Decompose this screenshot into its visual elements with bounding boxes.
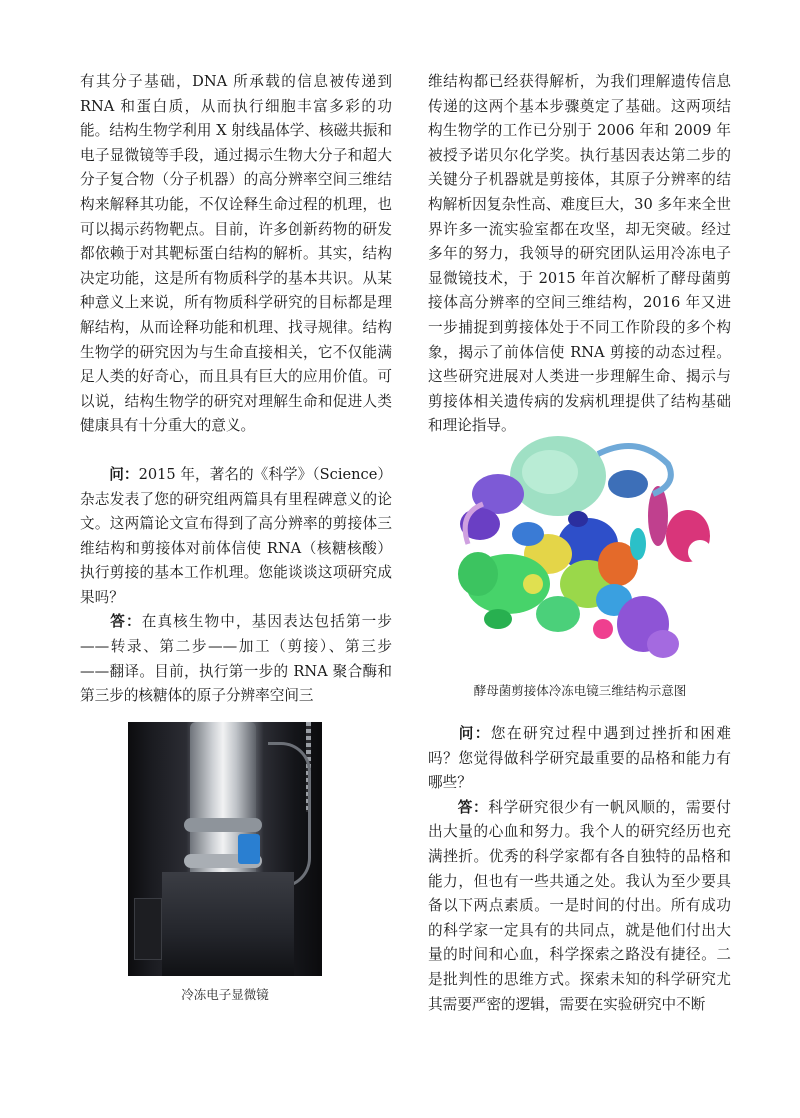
question-2 (428, 722, 731, 796)
answer-1-text: 在真核生物中，基因表达包括第一步——转录、第二步——加工（剪接）、第三步——翻译。目前，执行第一步的 RNA 聚合酶和第三步的核糖体的原子分辨率空间三 (80, 613, 392, 705)
left-column (80, 70, 392, 709)
question-2-label: 问： (457, 725, 491, 742)
cryo-electron-microscope-photo (128, 722, 322, 976)
answer-1 (80, 610, 392, 708)
answer-2-label: 答： (457, 798, 489, 816)
right-column-lower (428, 722, 731, 1017)
right-column (428, 70, 731, 439)
answer-2-text: 科学研究很少有一帆风顺的，需要付出大量的心血和努力。我个人的研究经历也充满挫折。优秀的科学家都有各自独特的品格和能力，但也有一些共通之处。我认为至少要具备以下两点素质。一是时间的付出。所有成功的科学家一定具有的共同点，就是他们付出大量的时间和心血，科学探索之路没有捷径。二是批判性的思维方式。探索未知的科学研究尤其需要严密的逻辑，需要在实验研究中不断 (428, 798, 731, 1013)
microscope-caption: 冷冻电子显微镜 (181, 987, 269, 1002)
left-paragraph-1: 有其分子基础，DNA 所承载的信息被传递到 RNA 和蛋白质，从而执行细胞丰富多彩的功能。结构生物学利用 X 射线晶体学、核磁共振和电子显微镜等手段，通过揭示生物大分子和超大分子复合物（分子机器）的高分辨率空间三维结构来解释其功能，不仅诠释生命过程的机理，也可以揭示药物靶点。目前，许多创新药物的研发都依赖于对其靶标蛋白结构的解析。其实，结构决定功能，这是所有物质科学的基本共识。从某种意义上来说，所有物质科学研究的目标都是理解结构，从而诠释功能和机理、找寻规律。结构生物学的研究因为与生命直接相关，它不仅能满足人类的好奇心，而且具有巨大的应用价值。可以说，结构生物学的研究对理解生命和促进人类健康具有十分重大的意义。 (80, 73, 392, 435)
structure-caption: 酵母菌剪接体冷冻电镜三维结构示意图 (473, 683, 687, 698)
answer-2 (428, 796, 731, 1017)
answer-1-label: 答： (109, 613, 142, 631)
question-1-label: 问： (109, 465, 139, 483)
right-paragraph-1: 维结构都已经获得解析，为我们理解遗传信息传递的这两个基本步骤奠定了基础。这两项结构生物学的工作已分别于 2006 年和 2009 年被授予诺贝尔化学奖。执行基因表达第二步的关键分子机器就是剪接体，其原子分辨率的结构解析因复杂性高、难度巨大，30 多年来全世界许多一流实验室都在攻坚，却无突破。经过多年的努力，我领导的研究团队运用冷冻电子显微镜技术，于 2015 年首次解析了酵母菌剪接体高分辨率的空间三维结构，2016 年又进一步捕捉到剪接体处于不同工作阶段的多个构象，揭示了前体信使 RNA 剪接的动态过程。这些研究进展对人类进一步理解生命、揭示与剪接体相关遗传病的发病机理提供了结构基础和理论指导。 (428, 73, 731, 435)
question-1-text: 2015 年，著名的《科学》（Science）杂志发表了您的研究组两篇具有里程碑意义的论文。这两篇论文宣布得到了高分辨率的剪接体三维结构和剪接体对前体信使 RNA（核糖核酸）执行剪接的基本工作机理。您能谈谈这项研究成果吗？ (80, 465, 392, 606)
question-2-text: 您在研究过程中遇到过挫折和困难吗？您觉得做科学研究最重要的品格和能力有哪些？ (428, 725, 731, 792)
question-1 (80, 463, 392, 611)
spliceosome-structure-image (438, 424, 724, 670)
